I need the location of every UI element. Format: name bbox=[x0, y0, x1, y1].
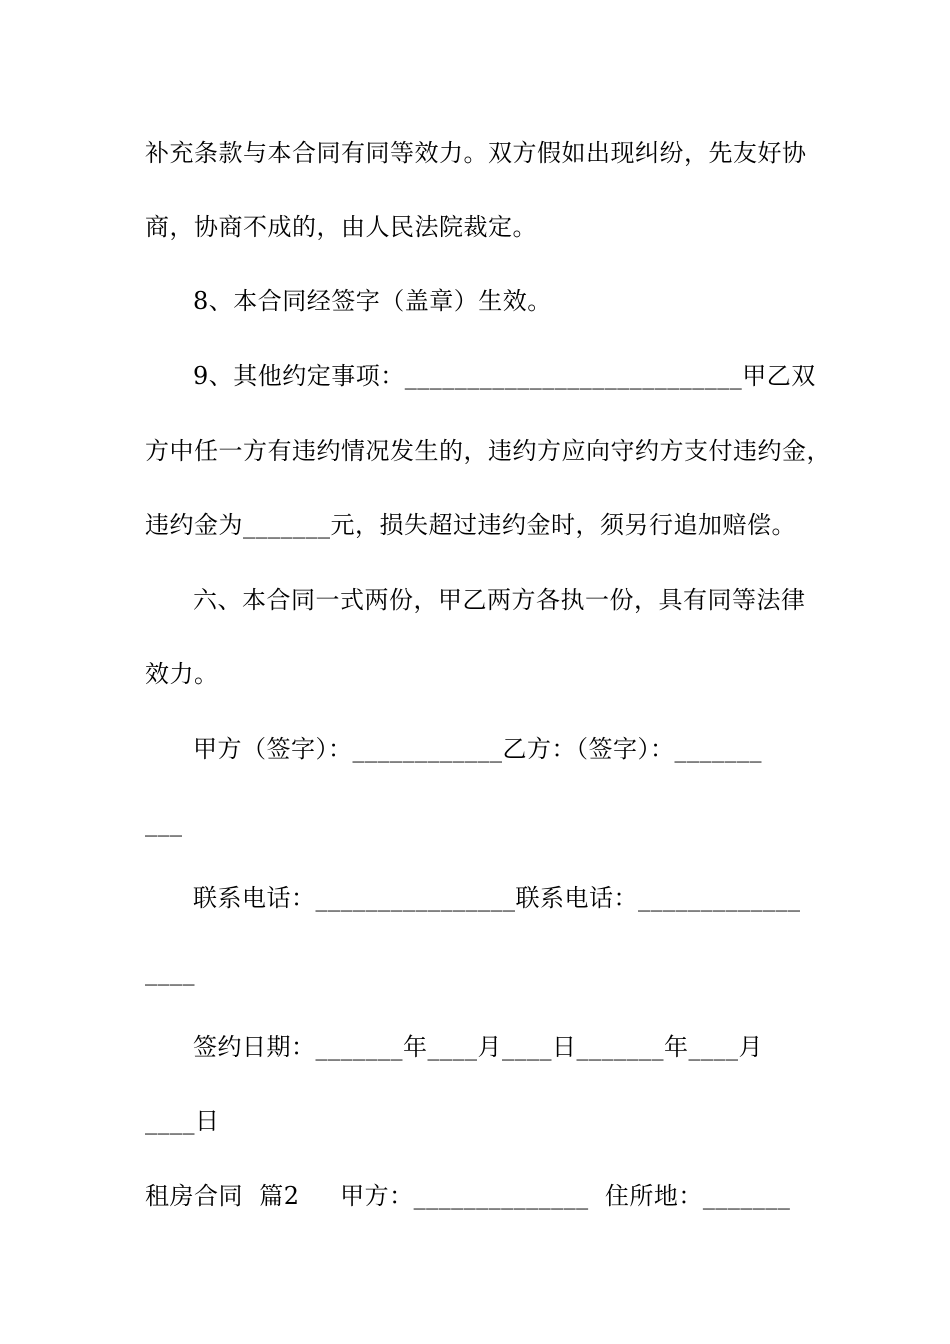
clause-six: 六、本合同一式两份，甲乙两方各执一份，具有同等法律 bbox=[193, 586, 806, 614]
signing-date-line: 签约日期：_______年____月____日_______年____月 bbox=[193, 1033, 763, 1061]
clause-9: 9、其他约定事项：___________________________甲乙双 bbox=[193, 362, 816, 390]
contact-phone-line-continued: ____ bbox=[145, 958, 195, 986]
clause-8: 8、本合同经签字（盖章）生效。 bbox=[193, 287, 552, 315]
paragraph-line: 方中任一方有违约情况发生的，违约方应向守约方支付违约金， bbox=[145, 437, 831, 465]
paragraph-line: 商，协商不成的，由人民法院裁定。 bbox=[145, 213, 537, 241]
paragraph-line: 违约金为_______元，损失超过违约金时，须另行追加赔偿。 bbox=[145, 511, 796, 539]
signature-line: 甲方（签字）：____________乙方：（签字）：_______ bbox=[193, 735, 762, 763]
signing-date-line-continued: ____日 bbox=[145, 1107, 220, 1135]
contract-2-heading: 租房合同 篇2 甲方：______________ 住所地：_______ bbox=[145, 1182, 791, 1210]
paragraph-line: 补充条款与本合同有同等效力。双方假如出现纠纷，先友好协 bbox=[145, 139, 807, 167]
paragraph-line: 效力。 bbox=[145, 660, 219, 688]
signature-line-continued: ___ bbox=[145, 809, 183, 837]
contact-phone-line: 联系电话：________________联系电话：_____________ bbox=[193, 884, 801, 912]
